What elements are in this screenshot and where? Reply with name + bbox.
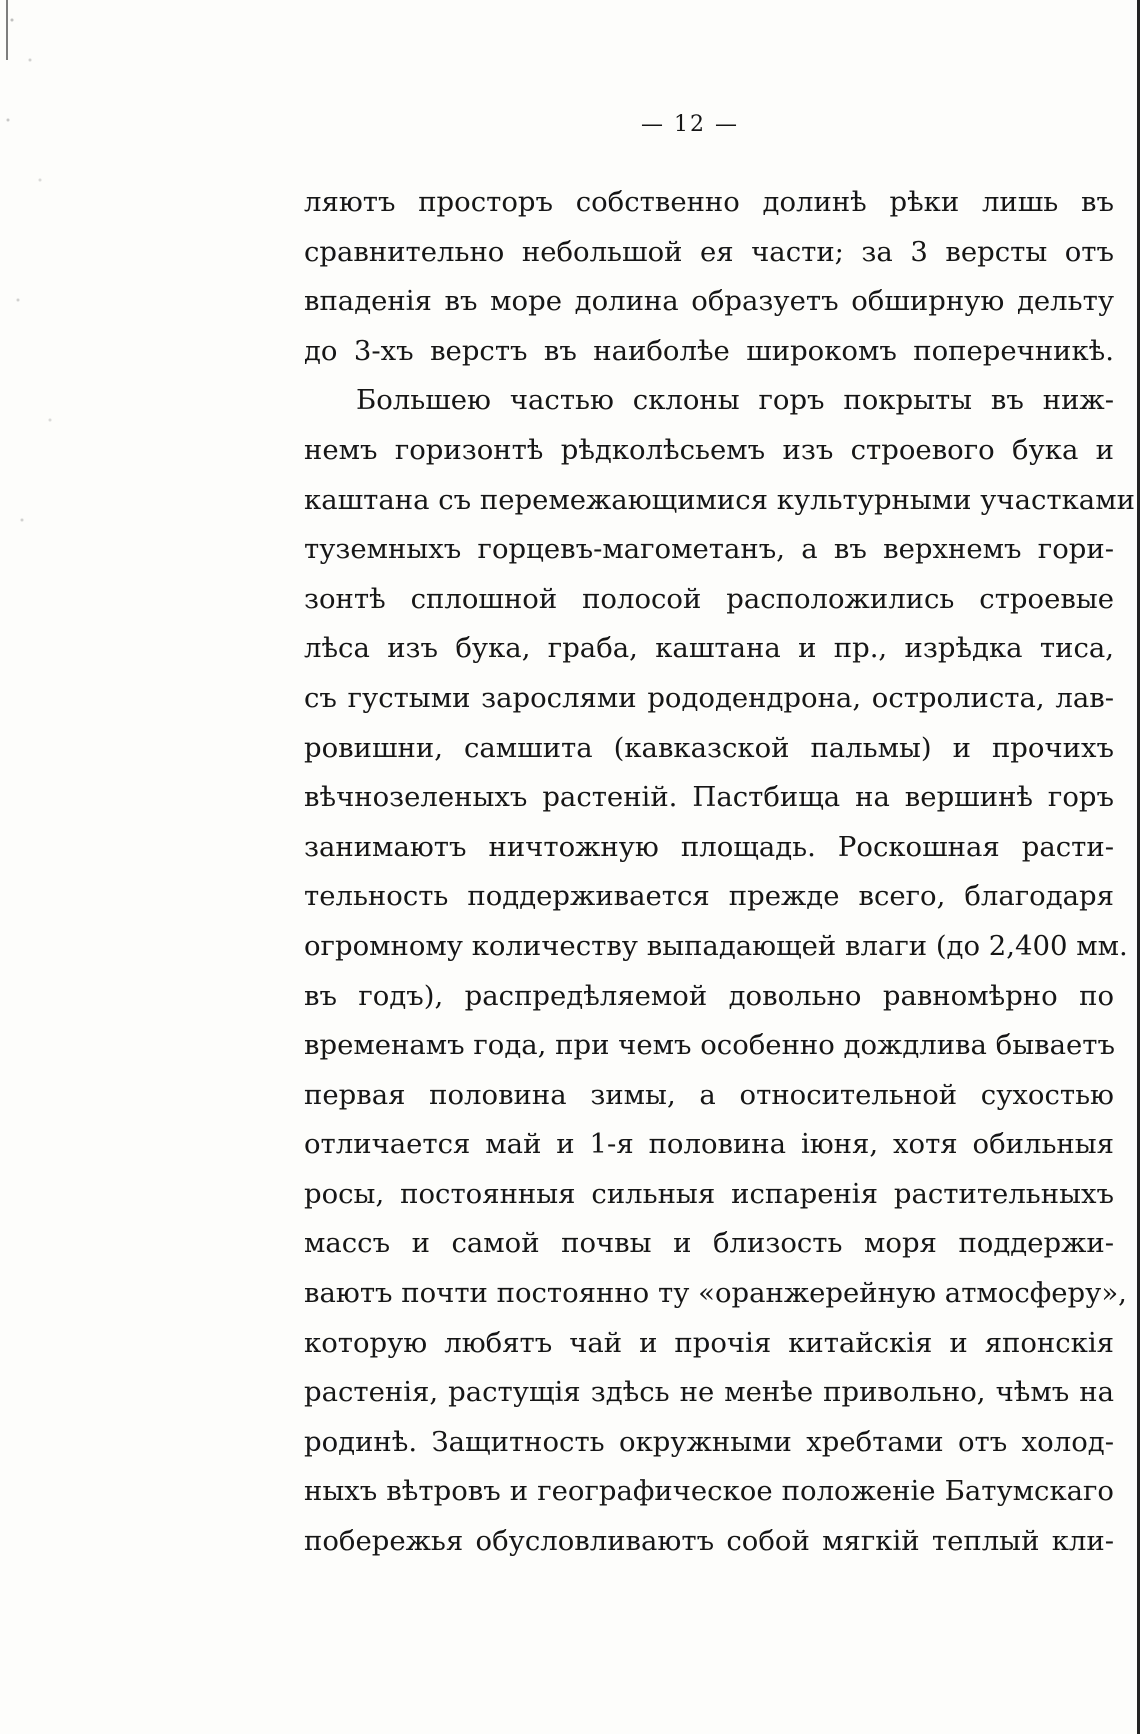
text-line: отличается май и 1-я половина іюня, хотя обильныя [304, 1128, 1114, 1161]
page-number: — 12 — [641, 112, 739, 137]
text-line: которую любятъ чай и прочія китайскія и японскія [304, 1326, 1114, 1359]
text-line: до 3-хъ верстъ въ наиболѣе широкомъ поперечникѣ. [304, 334, 1114, 367]
text-line: лѣса изъ бука, граба, каштана и пр., изрѣдка тиса, [304, 632, 1114, 665]
text-line: росы, постоянныя сильныя испаренія растительныхъ [304, 1177, 1114, 1210]
scan-edge-mark [6, 0, 8, 60]
text-line: Большею частью склоны горъ покрыты въ ниж- [356, 384, 1114, 417]
text-line: занимаютъ ничтожную площадь. Роскошная расти- [304, 830, 1114, 863]
text-line: зонтѣ сплошной полосой расположились строевые [304, 582, 1114, 615]
scan-noise [0, 0, 70, 600]
text-line: вѣчнозеленыхъ растеній. Пастбища на вершинѣ горъ [304, 781, 1114, 814]
text-line: огромному количеству выпадающей влаги (до 2,400 мм. [304, 929, 1128, 962]
text-line: въ годъ), распредѣляемой довольно равномѣрно по [304, 979, 1114, 1012]
text-line: ныхъ вѣтровъ и географическое положеніе Батумскаго [304, 1475, 1114, 1508]
body-text [304, 178, 1135, 1567]
text-line: ваютъ почти постоянно ту «оранжерейную атмосферу», [304, 1277, 1127, 1310]
text-line: съ густыми зарослями рододендрона, остролиста, лав- [304, 681, 1114, 714]
text-line: тельность поддерживается прежде всего, благодаря [304, 880, 1114, 913]
text-line: массъ и самой почвы и близость моря поддержи- [304, 1227, 1114, 1260]
text-line: немъ горизонтѣ рѣдколѣсьемъ изъ строевого бука и [304, 433, 1114, 466]
text-line: каштана съ перемежающимися культурными участками [304, 483, 1135, 516]
text-line: ровишни, самшита (кавказской пальмы) и прочихъ [304, 731, 1114, 764]
text-line: ляютъ просторъ собственно долинѣ рѣки лишь въ [304, 186, 1114, 218]
text-line: родинѣ. Защитность окружными хребтами отъ холод- [304, 1425, 1114, 1458]
text-line: первая половина зимы, а относительной сухостью [304, 1078, 1114, 1111]
text-line: сравнительно небольшой ея части; за 3 версты отъ [304, 235, 1114, 268]
text-line: туземныхъ горцевъ-магометанъ, а въ верхнемъ гори- [304, 533, 1114, 566]
text-line: побережья обусловливаютъ собой мягкій теплый кли- [304, 1525, 1114, 1558]
text-line: временамъ года, при чемъ особенно дождлива бываетъ [304, 1029, 1115, 1062]
text-line: впаденія въ море долина образуетъ обширную дельту [304, 285, 1114, 318]
text-line: растенія, растущія здѣсь не менѣе привольно, чѣмъ на [304, 1376, 1114, 1409]
